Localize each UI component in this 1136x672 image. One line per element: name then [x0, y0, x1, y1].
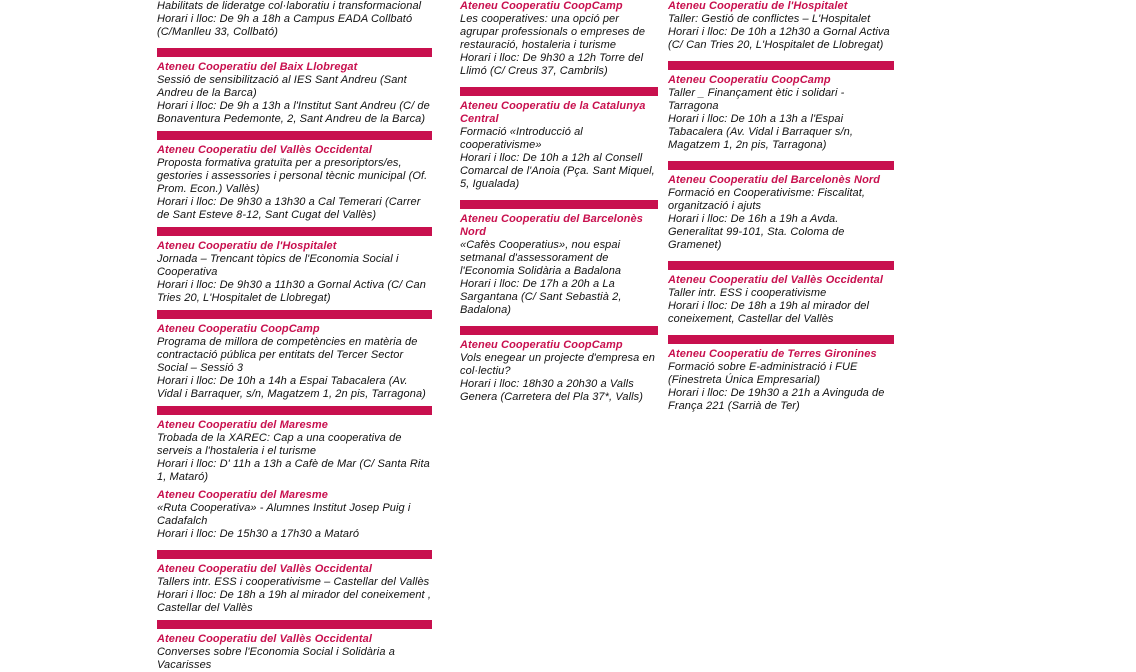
entry-title: Ateneu Cooperatiu del Maresme: [157, 419, 328, 431]
entry-description: Trobada de la XAREC: Cap a una cooperativa de serveis a l'hostaleria i el turisme: [157, 432, 402, 457]
agenda-entry: [157, 227, 432, 305]
entry-title: Ateneu Cooperatiu de l'Hospitalet: [157, 240, 337, 252]
entry-title: Ateneu Cooperatiu del Barcelonès Nord: [668, 174, 881, 186]
entry-description: Converses sobre l'Economia Social i Solidària a Vacarisses: [157, 646, 395, 671]
entry-description: Formació sobre E-administració i FUE (Finestreta Única Empresarial): [668, 361, 858, 386]
entry-schedule: Horari i lloc: De 18h a 19h al mirador del coneixement, Castellar del Vallès: [668, 300, 870, 325]
entry-description: Programa de millora de competències en matèria de contractació pública per entitats del Tercer Sector Social – Sessió 3: [157, 336, 418, 374]
entry-description: Habilitats de lideratge col·laboratiu i transformacional: [157, 0, 422, 12]
entry-schedule: Horari i lloc: De 9h30 a 11h30 a Gornal Activa (C/ Can Tries 20, L'Hospitalet de Llobregat): [157, 279, 426, 304]
entry-divider-bar: [157, 620, 432, 629]
spacer: [668, 252, 894, 261]
entry-description: Jornada – Trencant tòpics de l'Economia Social i Cooperativa: [157, 253, 399, 278]
agenda-entry: [668, 335, 894, 413]
entry-divider-bar: [157, 310, 432, 319]
agenda-entry: [460, 326, 658, 404]
entry-schedule: Horari i lloc: De 10h a 14h a Espai Tabacalera (Av. Vidal i Barraquer, s/n, Magatzem 1, 2n pis, Tarragona): [157, 375, 426, 400]
entry-description: Formació «Introducció al cooperativisme»: [460, 126, 583, 151]
agenda-entry: [157, 48, 432, 126]
entry-title: Ateneu Cooperatiu del Vallès Occidental: [157, 144, 372, 156]
agenda-entry: [460, 200, 658, 317]
entry-title: Ateneu Cooperatiu de Terres Gironines: [668, 348, 877, 360]
entry-divider-bar: [668, 161, 894, 170]
entry-description: Formació en Cooperativisme: Fiscalitat, organització i ajuts: [668, 187, 866, 212]
entry-divider-bar: [157, 131, 432, 140]
entry-schedule: Horari i lloc: De 9h a 18h a Campus EADA Collbató (C/Manlleu 33, Collbató): [157, 13, 413, 38]
entry-divider-bar: [157, 550, 432, 559]
agenda-entry: [157, 620, 432, 672]
spacer: [460, 78, 658, 87]
entry-title: Ateneu Cooperatiu del Barcelonès Nord: [460, 213, 643, 238]
entry-divider-bar: [460, 87, 658, 96]
column-2: [460, 0, 658, 404]
entry-divider-bar: [157, 406, 432, 415]
entry-description: «Cafès Cooperatius», nou espai setmanal d'assessorament de l'Economia Solidària a Badalona: [460, 239, 622, 277]
entry-description: Proposta formativa gratuïta per a presoriptors/es, gestories i assessories i personal tècnic municipal (Of. Prom. Econ.) Vallès): [157, 157, 428, 195]
entry-description: Tallers intr. ESS i cooperativisme – Castellar del Vallès: [157, 576, 430, 588]
agenda-entry: [157, 310, 432, 401]
entry-divider-bar: [668, 61, 894, 70]
agenda-entry: [460, 0, 658, 78]
spacer: [668, 152, 894, 161]
entry-schedule: Horari i lloc: De 10h a 13h a l'Espai Tabacalera (Av. Vidal i Barraquer s/n, Magatzem 1, 2n pis, Tarragona): [668, 113, 853, 151]
agenda-entry: [157, 550, 432, 615]
entry-schedule: Horari i lloc: De 15h30 a 17h30 a Mataró: [157, 528, 360, 540]
entry-description: Les cooperatives: una opció per agrupar professionals o empreses de restauració, hostaleria i turisme: [460, 13, 646, 51]
spacer: [157, 541, 432, 550]
entry-schedule: Horari i lloc: De 9h30 a 12h Torre del Llimó (C/ Creus 37, Cambrils): [460, 52, 644, 77]
entry-title: Ateneu Cooperatiu del Maresme: [157, 489, 328, 501]
entry-description: Taller _ Finançament ètic i solidari - Tarragona: [668, 87, 845, 112]
agenda-entry: [668, 61, 894, 152]
agenda-entry: [668, 0, 894, 52]
entry-schedule: Horari i lloc: De 10h a 12h30 a Gornal Activa (C/ Can Tries 20, L'Hospitalet de Llobregat): [668, 26, 890, 51]
entry-divider-bar: [157, 227, 432, 236]
agenda-entry: [157, 406, 432, 484]
entry-schedule: Horari i lloc: De 9h30 a 13h30 a Cal Temerari (Carrer de Sant Esteve 8-12, Sant Cugat del Vallès): [157, 196, 421, 221]
spacer: [460, 317, 658, 326]
entry-schedule: Horari i lloc: De 18h a 19h al mirador del coneixement , Castellar del Vallès: [157, 589, 432, 614]
entry-title: Ateneu Cooperatiu del Baix Llobregat: [157, 61, 358, 73]
agenda-entry: [157, 489, 432, 541]
entry-divider-bar: [460, 200, 658, 209]
entry-divider-bar: [460, 326, 658, 335]
agenda-entry: [460, 87, 658, 191]
entry-divider-bar: [157, 48, 432, 57]
entry-title: Ateneu Cooperatiu CoopCamp: [157, 323, 320, 335]
entry-title: Ateneu Cooperatiu CoopCamp: [460, 339, 623, 351]
entry-title: Ateneu Cooperatiu CoopCamp: [460, 0, 623, 12]
entry-divider-bar: [668, 335, 894, 344]
spacer: [157, 39, 432, 48]
entry-title: Ateneu Cooperatiu del Vallès Occidental: [157, 633, 372, 645]
entry-description: Taller: Gestió de conflictes – L'Hospitalet: [668, 13, 871, 25]
entry-title: Ateneu Cooperatiu de la Catalunya Central: [460, 100, 646, 125]
entry-schedule: Horari i lloc: 18h30 a 20h30 a Valls Genera (Carretera del Pla 37*, Valls): [460, 378, 644, 403]
entry-divider-bar: [668, 261, 894, 270]
entry-schedule: Horari i lloc: De 16h a 19h a Avda. Generalitat 99-101, Sta. Coloma de Gramenet): [668, 213, 845, 251]
entry-title: Ateneu Cooperatiu CoopCamp: [668, 74, 831, 86]
entry-schedule: Horari i lloc: D' 11h a 13h a Cafè de Mar (C/ Santa Rita 1, Mataró): [157, 458, 430, 483]
entry-schedule: Horari i lloc: De 17h a 20h a La Sargantana (C/ Sant Sebastià 2, Badalona): [460, 278, 622, 316]
spacer: [460, 191, 658, 200]
entry-description: Taller intr. ESS i cooperativisme: [668, 287, 827, 299]
agenda-entry: [668, 161, 894, 252]
entry-description: Vols enegear un projecte d'empresa en col·lectiu?: [460, 352, 655, 377]
entry-schedule: Horari i lloc: De 10h a 12h al Consell Comarcal de l'Anoia (Pça. Sant Miquel, 5, Igualada): [460, 152, 655, 190]
entry-title: Ateneu Cooperatiu de l'Hospitalet: [668, 0, 848, 12]
entry-schedule: Horari i lloc: De 19h30 a 21h a Avinguda de França 221 (Sarrià de Ter): [668, 387, 885, 412]
column-3: [668, 0, 894, 413]
column-1: [157, 0, 432, 672]
agenda-entry: [157, 131, 432, 222]
agenda-entry: [157, 0, 432, 39]
entry-title: Ateneu Cooperatiu del Vallès Occidental: [157, 563, 372, 575]
spacer: [668, 326, 894, 335]
agenda-entry: [668, 261, 894, 326]
entry-schedule: Horari i lloc: De 9h a 13h a l'Institut Sant Andreu (C/ de Bonaventura Pedemonte, 2, Sant Andreu de la Barca): [157, 100, 430, 125]
entry-description: «Ruta Cooperativa» - Alumnes Institut Josep Puig i Cadafalch: [157, 502, 411, 527]
entry-description: Sessió de sensibilització al IES Sant Andreu (Sant Andreu de la Barca): [157, 74, 407, 99]
entry-title: Ateneu Cooperatiu del Vallès Occidental: [668, 274, 883, 286]
spacer: [668, 52, 894, 61]
